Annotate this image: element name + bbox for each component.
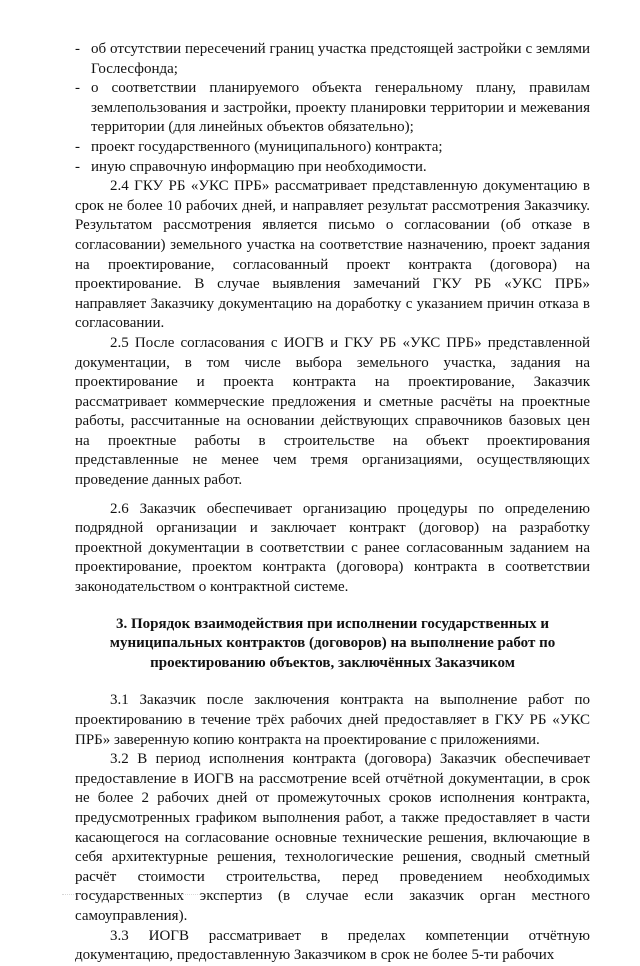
paragraph-2-5: 2.5 После согласования с ИОГВ и ГКУ РБ «УКС ПРБ» представленной документации, в том числе выбора земельного участка, задания на проектирование и проекта контракта на проектирование, Заказчик рассматривает коммерческие предложения и сметные расчёты на проектные работы, рассчитанные на основании действующих справочников базовых цен на проектные работы в строительстве на объект проектирования представленные не менее чем тремя организациями, осуществляющих проведение данных работ. [75, 334, 590, 489]
section-3-heading: 3. Порядок взаимодействия при исполнении государственных и муниципальных контрактов (договоров) на выполнение работ по проектированию объектов, заключённых Заказчиком [109, 615, 556, 671]
bullet-marker: - [75, 158, 80, 175]
list-item [75, 40, 590, 79]
list-item-text: о соответствии планируемого объекта генеральному плану, правилам землепользования и застройки, проекту планировки территории и межевания территории (для линейных объектов обязательно); [91, 80, 590, 136]
list-item-text: об отсутствии пересечений границ участка предстоящей застройки с землями Гослесфонда; [91, 41, 590, 77]
paragraph-3-3: 3.3 ИОГВ рассматривает в пределах компетенции отчётную документацию, предоставленную Заказчиком в срок не более 5-ти рабочих [75, 927, 590, 964]
paragraph-2-6: 2.6 Заказчик обеспечивает организацию процедуры по определению подрядной организации и заключает контракт (договор) на разработку проектной документации в соответствии с ранее согласованным заданием на проектирование, проектом контракта (договора) контракта в соответствии законодательством о контрактной системе. [75, 500, 590, 596]
list-item-text: иную справочную информацию при необходимости. [91, 158, 427, 175]
document-body [75, 40, 590, 966]
list-item [75, 79, 590, 138]
bullet-marker: - [75, 138, 80, 155]
list-item [75, 138, 590, 158]
paragraph-2-4: 2.4 ГКУ РБ «УКС ПРБ» рассматривает представленную документацию в срок не более 10 рабочих дней, и направляет результат рассмотрения Заказчику. Результатом рассмотрения является письмо о согласовании (об отказе в согласовании) земельного участка на соответствие назначению, проект задания на проектирование, согласованный проект контракта (договора) на проектирование. В случае выявления замечаний ГКУ РБ «УКС ПРБ» направляет Заказчику документацию на доработку с указанием причин отказа в согласовании. [75, 178, 590, 332]
scan-artifact [62, 888, 262, 895]
list-item [75, 158, 590, 178]
paragraph-3-2: 3.2 В период исполнения контракта (договора) Заказчик обеспечивает предоставление в ИОГВ на рассмотрение всей отчётной документации, в срок не более 2 рабочих дней от промежуточных сроков исполнения контракта, предусмотренных графиком выполнения работ, а также предоставляет в части касающегося на согласование основные технические решения, включающие в себя архитектурные решения, технологические решения, сводный сметный расчёт стоимости строительства, перед проведением необходимых государственных экспертиз (в случае если заказчик орган местного самоуправления). [75, 751, 590, 924]
list-item-text: проект государственного (муниципального) контракта; [91, 138, 443, 155]
bullet-marker: - [75, 41, 80, 57]
bullet-marker: - [75, 80, 80, 97]
paragraph-3-1: 3.1 Заказчик после заключения контракта на выполнение работ по проектированию в течение трёх рабочих дней предоставляет в ГКУ РБ «УКС ПРБ» заверенную копию контракта на проектирование с приложениями. [75, 692, 590, 748]
paragraph-spacer [75, 491, 590, 500]
